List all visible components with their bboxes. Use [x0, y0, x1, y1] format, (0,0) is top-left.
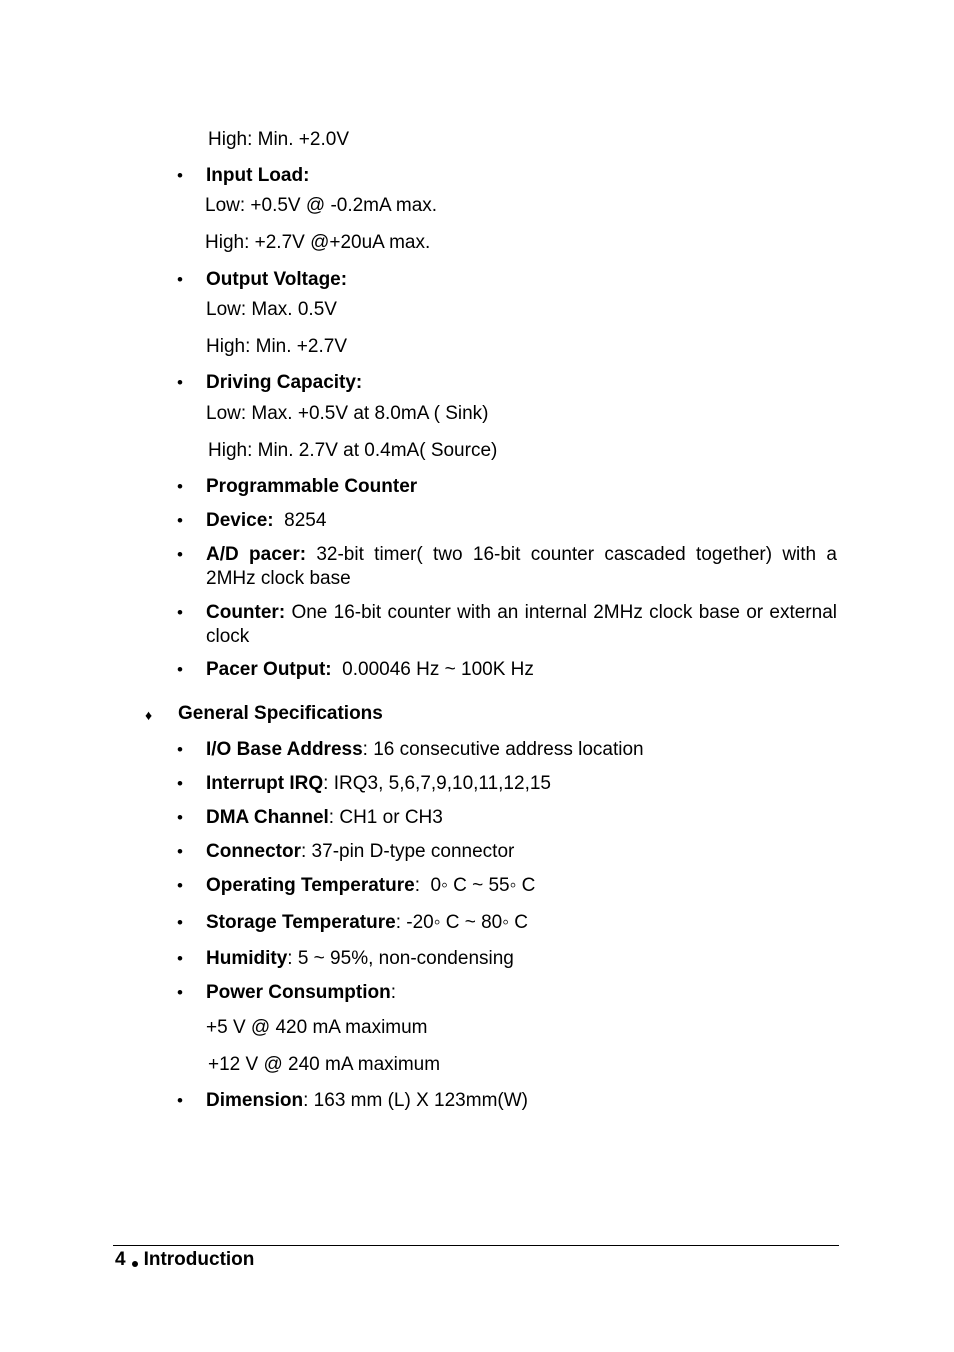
bullet: •: [177, 774, 183, 793]
bullet: •: [177, 603, 183, 622]
pacer-output-value: 0.00046 Hz ~ 100K Hz: [331, 659, 534, 680]
bullet: •: [177, 477, 183, 496]
input-load-label: Input Load:: [206, 165, 310, 186]
footer-dot-icon: [132, 1261, 138, 1267]
power-consumption-item: [206, 981, 396, 1005]
input-load-high: High: +2.7V @+20uA max.: [205, 232, 431, 253]
programmable-counter-heading: Programmable Counter: [206, 476, 418, 497]
irq-value: : IRQ3, 5,6,7,9,10,11,12,15: [323, 773, 551, 794]
irq-label: Interrupt IRQ: [206, 773, 324, 794]
page-number: 4: [115, 1249, 126, 1270]
footer-section-title: Introduction: [143, 1249, 255, 1270]
dma-label: DMA Channel: [206, 807, 329, 828]
counter-value: One 16-bit counter with an internal 2MHz clock base or external clock: [206, 602, 837, 647]
page-footer: [115, 1248, 254, 1272]
io-base-label: I/O Base Address: [206, 739, 363, 760]
power-line-12v: +12 V @ 240 mA maximum: [208, 1054, 441, 1075]
pacer-output-item: [206, 658, 534, 682]
footer-rule: [113, 1245, 839, 1246]
io-base-item: [206, 738, 644, 762]
bullet: •: [177, 808, 183, 827]
pacer-output-label: Pacer Output:: [206, 659, 332, 680]
device-value: 8254: [273, 510, 327, 531]
device-label: Device:: [206, 510, 274, 531]
device-item: [206, 509, 326, 533]
power-consumption-value: :: [390, 982, 397, 1003]
driving-capacity-low: Low: Max. +0.5V at 8.0mA ( Sink): [206, 403, 489, 424]
dimension-label: Dimension: [206, 1090, 304, 1111]
ad-pacer-label: A/D pacer:: [206, 544, 307, 565]
bullet: •: [177, 913, 183, 932]
humidity-item: [206, 947, 514, 971]
input-load-low: Low: +0.5V @ -0.2mA max.: [205, 195, 438, 216]
bullet: •: [177, 983, 183, 1002]
bullet: •: [177, 949, 183, 968]
operating-temperature-item: [206, 874, 535, 898]
diamond-bullet-icon: ♦: [145, 707, 153, 723]
bullet: •: [177, 1091, 183, 1110]
io-base-value: : 16 consecutive address location: [362, 739, 644, 760]
operating-temperature-value: : 0◦ C ~ 55◦ C: [414, 875, 536, 896]
dimension-value: : 163 mm (L) X 123mm(W): [303, 1090, 528, 1111]
bullet: •: [177, 545, 183, 564]
output-voltage-high: High: Min. +2.7V: [206, 336, 347, 357]
bullet: •: [177, 511, 183, 530]
output-voltage-low: Low: Max. 0.5V: [206, 299, 337, 320]
ad-pacer-value: 32-bit timer( two 16-bit counter cascaded together) with a 2MHz clock base: [206, 544, 837, 589]
bullet: •: [177, 373, 183, 392]
operating-temperature-label: Operating Temperature: [206, 875, 415, 896]
bullet: •: [177, 842, 183, 861]
connector-label: Connector: [206, 841, 301, 862]
dma-item: [206, 806, 443, 830]
humidity-value: : 5 ~ 95%, non-condensing: [287, 948, 514, 969]
counter-item: [206, 601, 837, 649]
dimension-item: [206, 1089, 528, 1113]
storage-temperature-item: [206, 911, 528, 935]
driving-capacity-label: Driving Capacity:: [206, 372, 363, 393]
input-voltage-high: High: Min. +2.0V: [208, 129, 349, 150]
connector-value: : 37-pin D-type connector: [301, 841, 515, 862]
output-voltage-label: Output Voltage:: [206, 269, 348, 290]
humidity-label: Humidity: [206, 948, 288, 969]
connector-item: [206, 840, 514, 864]
bullet: •: [177, 876, 183, 895]
bullet: •: [177, 270, 183, 289]
driving-capacity-high: High: Min. 2.7V at 0.4mA( Source): [208, 440, 498, 461]
irq-item: [206, 772, 551, 796]
power-line-5v: +5 V @ 420 mA maximum: [206, 1017, 428, 1038]
bullet: •: [177, 166, 183, 185]
storage-temperature-value: : -20◦ C ~ 80◦ C: [395, 912, 528, 933]
ad-pacer-item: [206, 543, 837, 591]
counter-label: Counter:: [206, 602, 286, 623]
dma-value: : CH1 or CH3: [328, 807, 443, 828]
power-consumption-label: Power Consumption: [206, 982, 391, 1003]
general-specifications-heading: General Specifications: [178, 703, 383, 724]
storage-temperature-label: Storage Temperature: [206, 912, 396, 933]
bullet: •: [177, 660, 183, 679]
bullet: •: [177, 740, 183, 759]
